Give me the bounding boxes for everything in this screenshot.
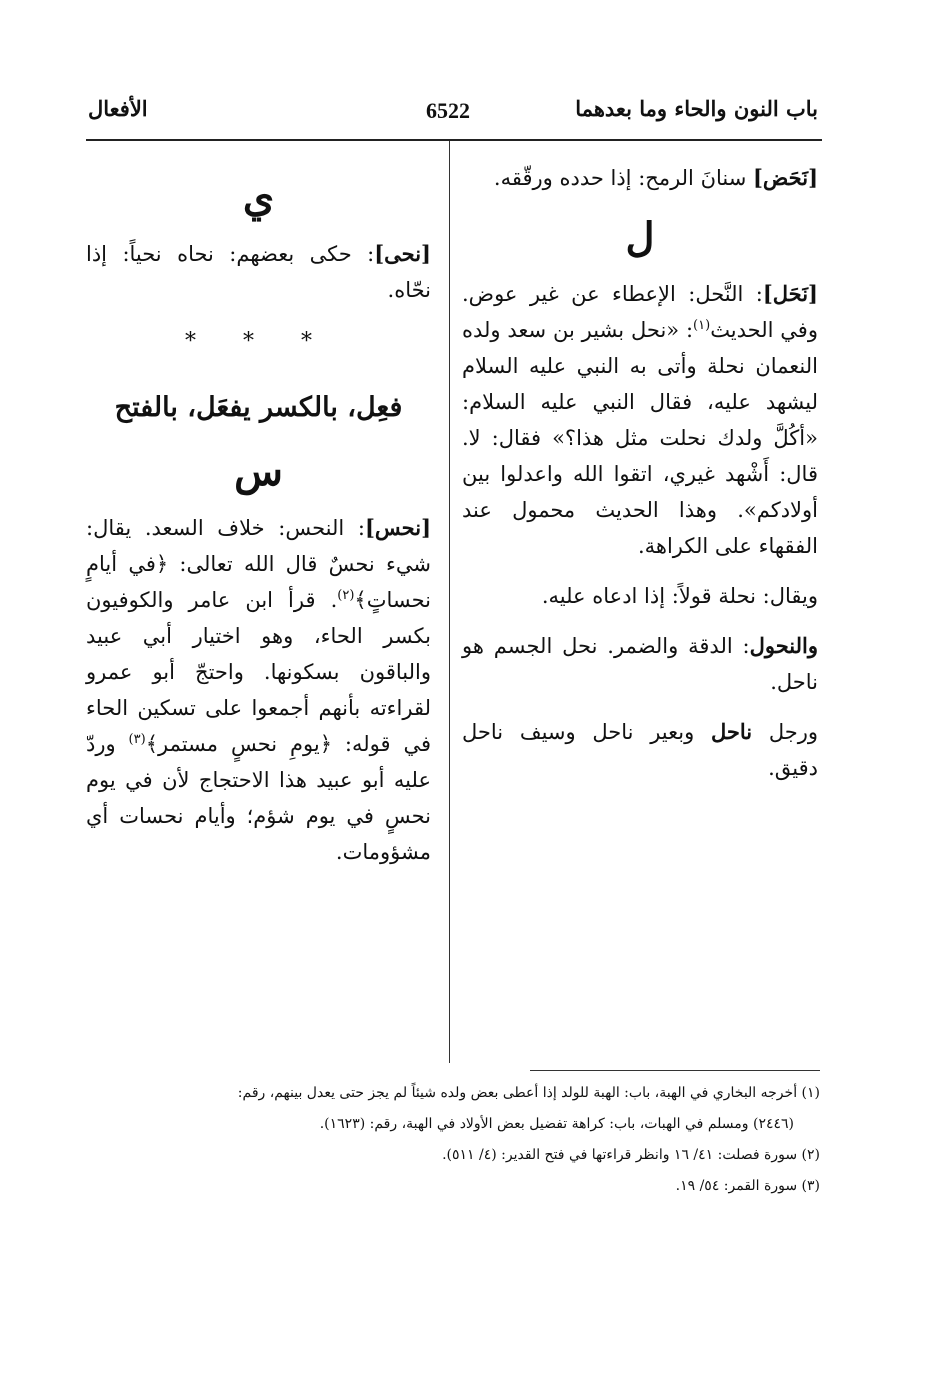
entry-text: وردّ عليه أبو عبيد هذا الاحتجاج لأن في يوم نحسٍ في يوم شؤم؛ وأيام نحسات أي مشؤومات. (86, 732, 431, 864)
chapter-title: باب النون والحاء وما بعدهما (575, 96, 818, 121)
entry-headword: [نحى] (374, 241, 431, 266)
entry-text: : النحس: خلاف السعد. يقال: شيء نحسٌ قال الله تعالى: ﴿في أيامٍ نحساتٍ﴾ (86, 516, 431, 612)
footnote-1: (١) أخرجه البخاري في الهبة، باب: الهبة للولد إذا أعطى بعض ولده شيئاً لم يجز حتى يعدل بينهم، رقم: (237, 1085, 820, 1101)
section-title: الأفعال (88, 96, 148, 121)
header-rule (86, 139, 822, 141)
entry-nahd (462, 160, 818, 196)
footnote-2: (٢) سورة فصلت: ٤١/ ١٦ وانظر قراءتها في فتح القدير: (٤/ ٥١١). (442, 1147, 820, 1163)
entry-headword: ناحل (710, 719, 753, 744)
section-separator: * * * (185, 329, 332, 354)
entry-headword: [نَحَل] (762, 281, 818, 306)
paragraph-rajul (462, 714, 818, 786)
entry-text: ورجل (752, 720, 819, 744)
entry-nahl (462, 276, 818, 564)
entry-headword: والنحول (749, 633, 818, 658)
paragraph-qawl: ويقال: نحلة قولاً: إذا ادعاه عليه. (541, 584, 818, 608)
footnote-ref: (٣) (128, 732, 146, 747)
footnote-ref: (١) (693, 318, 711, 333)
letter-heading-lam: ل (625, 214, 655, 261)
column-divider (449, 141, 450, 1063)
entry-headword: [نَحَض] (753, 165, 818, 190)
entry-text: : الدقة والضمر. نحل الجسم هو ناحل. (462, 634, 818, 694)
left-column (86, 160, 431, 884)
footnote-3: (٣) سورة القمر: ٥٤/ ١٩. (675, 1178, 820, 1194)
letter-heading-sin: س (234, 448, 283, 495)
page-number: 6522 (426, 98, 470, 123)
footnote-ref: (٢) (337, 588, 355, 603)
entry-text: سنانَ الرمح: إذا حدده ورقّقه. (493, 166, 753, 190)
entry-text: : حكى بعضهم: نحاه نحياً: إذا نحّاه. (86, 242, 431, 302)
entry-nahs (86, 510, 431, 870)
entry-naha (86, 236, 431, 308)
footnote-rule (530, 1070, 820, 1071)
entry-text: : النَّحل: الإعطاء عن غير عوض. وفي الحديث (462, 282, 818, 342)
paragraph-nuhul (462, 628, 818, 700)
footnotes (86, 1078, 820, 1202)
page-header (88, 96, 818, 136)
right-column (462, 160, 818, 800)
footnote-1-cont: (٢٤٤٦) ومسلم في الهبات، باب: كراهة تفضيل بعض الأولاد في الهبة، رقم: (١٦٢٣). (319, 1116, 794, 1132)
entry-text: وبعير ناحل وسيف ناحل دقيق. (462, 720, 818, 780)
letter-heading-ya: ي (242, 174, 275, 221)
verb-pattern-title: فعِل، بالكسر يفعَل، بالفتح (114, 392, 403, 423)
entry-text: : «نحل بشير بن سعد ولده النعمان نحلة وأتى به النبي عليه السلام ليشهد عليه، فقال النبي عليه السلام: «أكُلَّ ولدك نحلت مثل هذا؟» فقال: لا. قال: أَشْهد غيري، اتقوا الله واعدلوا بين أولادكم». وهذا الحديث محمول عند الفقهاء على الكراهة. (462, 318, 818, 558)
entry-headword: [نحس] (364, 515, 431, 540)
entry-text: . قرأ ابن عامر والكوفيون بكسر الحاء، وهو اختيار أبي عبيد والباقون بسكونها. واحتجّ أبو عمرو لقراءته بأنهم أجمعوا على تسكين الحاء في قوله: ﴿يومِ نحسٍ مستمر﴾ (86, 588, 432, 756)
